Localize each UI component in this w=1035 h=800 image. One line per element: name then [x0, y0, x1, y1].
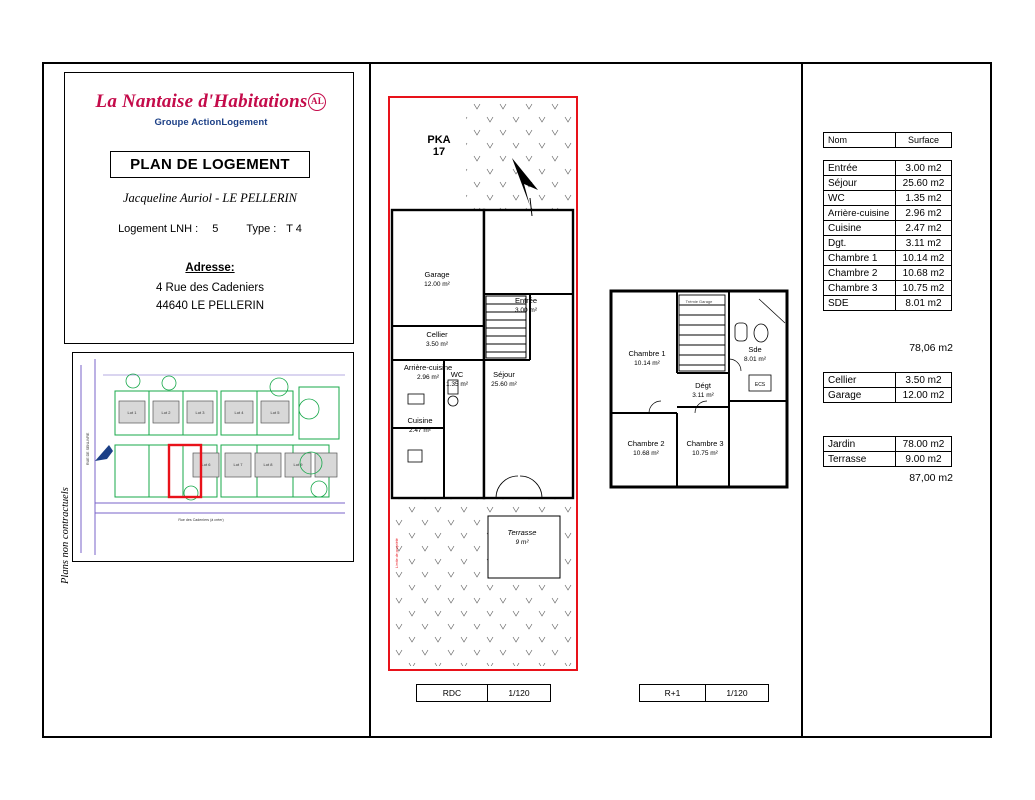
main-total: 78,06 m2: [909, 342, 953, 354]
table-main-surfaces: [823, 160, 952, 311]
cell-surface: 12.00 m2: [896, 388, 952, 403]
room-sde: Sde 8.01 m²: [743, 345, 767, 363]
svg-text:Lot 8: Lot 8: [263, 462, 273, 467]
cell-nom: Jardin: [824, 437, 896, 452]
table-row: [824, 388, 952, 403]
table-row: [824, 266, 952, 281]
logo-mark-icon: AL: [308, 93, 326, 111]
svg-text:Limite de propriété: Limite de propriété: [395, 538, 399, 568]
parking-code: PKA: [427, 134, 451, 146]
address-label: Adresse:: [185, 262, 235, 274]
cell-surface: 8.01 m2: [896, 296, 952, 311]
parking-number: 17: [432, 146, 446, 158]
cell-surface: 2.96 m2: [896, 206, 952, 221]
table-row: [824, 296, 952, 311]
group-name-suffix: Logement: [221, 117, 268, 128]
svg-text:Lot 1: Lot 1: [127, 410, 137, 415]
cell-nom: Terrasse: [824, 452, 896, 467]
frame-divider-left: [369, 64, 371, 736]
address-line-2: 44640 LE PELLERIN: [155, 300, 265, 312]
r1-scale-value: 1/120: [726, 688, 748, 698]
svg-text:Lot 9: Lot 9: [293, 462, 303, 467]
svg-text:Lot 6: Lot 6: [201, 462, 211, 467]
room-entree: Entrée 3.00 m²: [514, 296, 538, 314]
svg-text:Lot 7: Lot 7: [233, 462, 243, 467]
table-row: [824, 221, 952, 236]
footer-note: Plans non contractuels: [60, 487, 71, 584]
cell-nom: Cellier: [824, 373, 896, 388]
drawing-frame: [42, 62, 992, 738]
site-map: [72, 352, 354, 562]
table-row: [824, 373, 952, 388]
header-surface: Surface: [896, 133, 952, 148]
svg-text:Lot 4: Lot 4: [234, 410, 244, 415]
svg-text:Trémie Garage: Trémie Garage: [685, 299, 713, 304]
room-terrasse: Terrasse 9 m²: [507, 528, 537, 546]
room-cellier: Cellier 3.50 m²: [425, 330, 449, 348]
site-map-drawing: [73, 353, 353, 561]
room-chambre-1: Chambre 1 10.14 m²: [628, 349, 666, 367]
table-annex-surfaces: [823, 372, 952, 403]
table-row: [824, 206, 952, 221]
cell-nom: Dgt.: [824, 236, 896, 251]
header-nom: Nom: [824, 133, 896, 148]
table-row: [824, 133, 952, 148]
cell-nom: Arrière-cuisine: [824, 206, 896, 221]
exterior-total: 87,00 m2: [909, 472, 953, 484]
left-panel: [44, 64, 369, 736]
cell-nom: SDE: [824, 296, 896, 311]
plan-title: PLAN DE LOGEMENT: [130, 156, 290, 173]
group-name-prefix: Groupe Action: [154, 117, 222, 128]
table-row: [824, 191, 952, 206]
r1-scale-tag: [639, 684, 769, 702]
table-row: [824, 161, 952, 176]
room-garage: Garage 12.00 m²: [424, 270, 450, 288]
cell-nom: WC: [824, 191, 896, 206]
surface-tables: [803, 64, 992, 736]
r1-plan: [609, 289, 789, 489]
table-header: [823, 132, 952, 148]
svg-text:Lot 5: Lot 5: [270, 410, 280, 415]
cell-nom: Chambre 2: [824, 266, 896, 281]
r1-level-label: R+1: [640, 685, 706, 701]
cell-surface: 78.00 m2: [896, 437, 952, 452]
cell-surface: 10.75 m2: [896, 281, 952, 296]
room-sejour: Séjour 25.60 m²: [491, 370, 517, 388]
type-value: T 4: [286, 223, 302, 235]
cell-surface: 10.68 m2: [896, 266, 952, 281]
cell-surface: 3.11 m2: [896, 236, 952, 251]
type-label: Type :: [246, 223, 277, 235]
table-row: [824, 281, 952, 296]
room-arriere-cuisine: Arrière-cuisine 2.96 m²: [403, 363, 453, 381]
cell-surface: 9.00 m2: [896, 452, 952, 467]
rdc-scale-value: 1/120: [508, 688, 530, 698]
cell-surface: 25.60 m2: [896, 176, 952, 191]
room-chambre-2: Chambre 2 10.68 m²: [627, 439, 665, 457]
rdc-scale-tag: [416, 684, 551, 702]
cell-nom: Chambre 1: [824, 251, 896, 266]
lnh-value: 5: [212, 223, 219, 235]
table-row: [824, 251, 952, 266]
table-row: [824, 176, 952, 191]
address-line-1: 4 Rue des Cadeniers: [155, 282, 265, 294]
table-exterior-surfaces: [823, 436, 952, 467]
cell-surface: 2.47 m2: [896, 221, 952, 236]
svg-text:Rue des Cadeniers (à créer): Rue des Cadeniers (à créer): [178, 518, 224, 522]
table-row: [824, 236, 952, 251]
room-wc: WC 1.35 m²: [445, 370, 469, 388]
cell-surface: 3.50 m2: [896, 373, 952, 388]
cell-nom: Entrée: [824, 161, 896, 176]
cell-nom: Chambre 3: [824, 281, 896, 296]
cell-nom: Séjour: [824, 176, 896, 191]
plan-title-box: [110, 151, 310, 178]
lnh-label: Logement LNH :: [118, 223, 199, 235]
rdc-level-label: RDC: [417, 685, 488, 701]
cell-nom: Cuisine: [824, 221, 896, 236]
room-chambre-3: Chambre 3 10.75 m²: [686, 439, 724, 457]
room-cuisine: Cuisine 2.47 m²: [407, 416, 433, 434]
cell-surface: 10.14 m2: [896, 251, 952, 266]
room-degt: Dégt 3.11 m²: [692, 381, 714, 399]
svg-text:Lot 2: Lot 2: [161, 410, 171, 415]
table-row: [824, 437, 952, 452]
company-name: La Nantaise d'Habitations: [95, 91, 308, 112]
parking-label: [400, 134, 478, 158]
svg-text:Lot 3: Lot 3: [195, 410, 205, 415]
lnh-line: [65, 223, 355, 235]
plan-subtitle: Jacqueline Auriol - LE PELLERIN: [122, 191, 298, 205]
table-row: [824, 452, 952, 467]
cell-surface: 3.00 m2: [896, 161, 952, 176]
title-block: [64, 72, 354, 344]
rdc-plan: [388, 96, 578, 671]
cell-surface: 1.35 m2: [896, 191, 952, 206]
svg-text:RUE DE SENLIVRE: RUE DE SENLIVRE: [86, 432, 90, 465]
svg-text:ECS: ECS: [754, 382, 766, 388]
company-logo: [73, 91, 349, 128]
cell-nom: Garage: [824, 388, 896, 403]
